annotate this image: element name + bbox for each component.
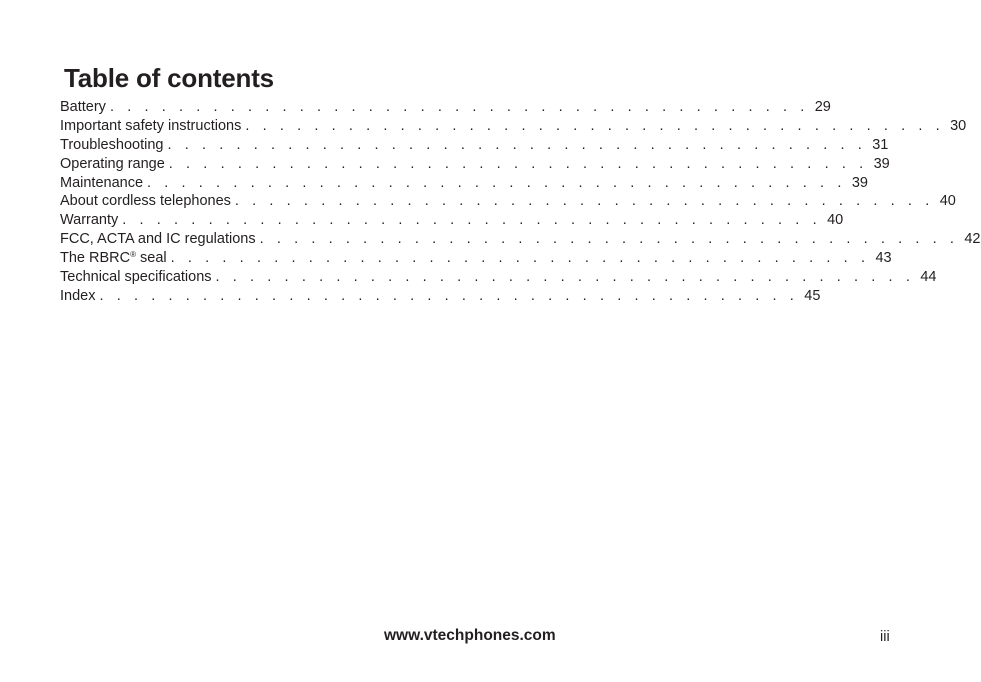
toc-entry-label: Warranty <box>60 212 119 229</box>
table-of-contents <box>60 98 981 306</box>
toc-entry-page: 39 <box>851 174 868 191</box>
toc-entry-page: 29 <box>814 99 831 115</box>
toc-entry-operating-range[interactable] <box>60 155 890 174</box>
toc-entry-label: Battery <box>60 99 106 115</box>
footer-page-number: iii <box>880 629 890 645</box>
toc-entry-rbrc-seal[interactable] <box>60 249 892 268</box>
toc-entry-troubleshooting[interactable] <box>60 136 889 155</box>
toc-leader-dots: . . . . . . . . . . . . . . . . . . . . . . . . . . . . . . . . . . . . . . . . . <box>168 155 868 172</box>
toc-entry-label <box>60 249 171 268</box>
toc-entry-label: Operating range <box>60 155 165 172</box>
toc-leader-dots: . . . . . . . . . . . . . . . . . . . . . . . . . . . . . . . . . . . . . . . . . <box>170 250 870 267</box>
toc-leader-dots: . . . . . . . . . . . . . . . . . . . . . . . . . . . . . . . . . . . . . . . . . <box>167 136 867 153</box>
toc-entry-warranty[interactable] <box>60 211 844 230</box>
toc-entry-label: Important safety instructions <box>60 117 242 134</box>
toc-leader-dots: . . . . . . . . . . . . . . . . . . . . . . . . . . . . . . . . . . . . . . . . . <box>245 117 945 134</box>
toc-entry-label: About cordless telephones <box>60 193 231 210</box>
toc-entry-label-suffix: seal <box>136 250 167 267</box>
toc-entry-about-cordless-telephones[interactable] <box>60 192 956 211</box>
toc-entry-page: 43 <box>875 250 892 267</box>
toc-entry-page: 44 <box>920 269 937 286</box>
toc-entry-battery[interactable] <box>60 98 831 117</box>
toc-entry-page: 45 <box>804 287 821 304</box>
footer-website-link[interactable]: www.vtechphones.com <box>384 627 556 644</box>
page-title: Table of contents <box>64 63 274 93</box>
toc-entry-page: 40 <box>827 212 844 229</box>
toc-entry-page: 31 <box>872 136 889 153</box>
toc-entry-technical-specifications[interactable] <box>60 268 937 287</box>
toc-entry-important-safety-instructions[interactable] <box>60 117 967 136</box>
toc-entry-label: Index <box>60 287 96 304</box>
toc-entry-page: 30 <box>950 117 967 134</box>
toc-leader-dots: . . . . . . . . . . . . . . . . . . . . . . . . . . . . . . . . . . . . . . . . . <box>99 287 799 304</box>
toc-entry-index[interactable] <box>60 287 821 306</box>
toc-leader-dots: . . . . . . . . . . . . . . . . . . . . . . . . . . . . . . . . . . . . . . . . . <box>147 174 846 191</box>
toc-entry-label-main: The RBRC <box>60 250 131 267</box>
toc-leader-dots: . . . . . . . . . . . . . . . . . . . . . . . . . . . . . . . . . . . . . . . . . <box>109 99 809 115</box>
toc-leader-dots: . . . . . . . . . . . . . . . . . . . . . . . . . . . . . . . . . . . . . . . . . <box>234 193 934 210</box>
toc-entry-page: 42 <box>964 231 981 248</box>
toc-leader-dots: . . . . . . . . . . . . . . . . . . . . . . . . . . . . . . . . . . . . . . . . . <box>259 231 959 248</box>
toc-entry-label: FCC, ACTA and IC regulations <box>60 231 256 248</box>
toc-entry-label: Maintenance <box>60 174 144 191</box>
toc-entry-label: Technical specifications <box>60 269 212 286</box>
toc-entry-page: 39 <box>873 155 890 172</box>
toc-entry-label: Troubleshooting <box>60 136 164 153</box>
toc-leader-dots: . . . . . . . . . . . . . . . . . . . . . . . . . . . . . . . . . . . . . . . . . <box>215 269 915 286</box>
registered-trademark-symbol: ® <box>130 250 137 260</box>
toc-entry-page: 40 <box>939 193 956 210</box>
toc-leader-dots: . . . . . . . . . . . . . . . . . . . . . . . . . . . . . . . . . . . . . . . . . <box>122 212 822 229</box>
toc-entry-fcc-acta-ic-regulations[interactable] <box>60 230 981 249</box>
toc-entry-maintenance[interactable] <box>60 174 868 193</box>
